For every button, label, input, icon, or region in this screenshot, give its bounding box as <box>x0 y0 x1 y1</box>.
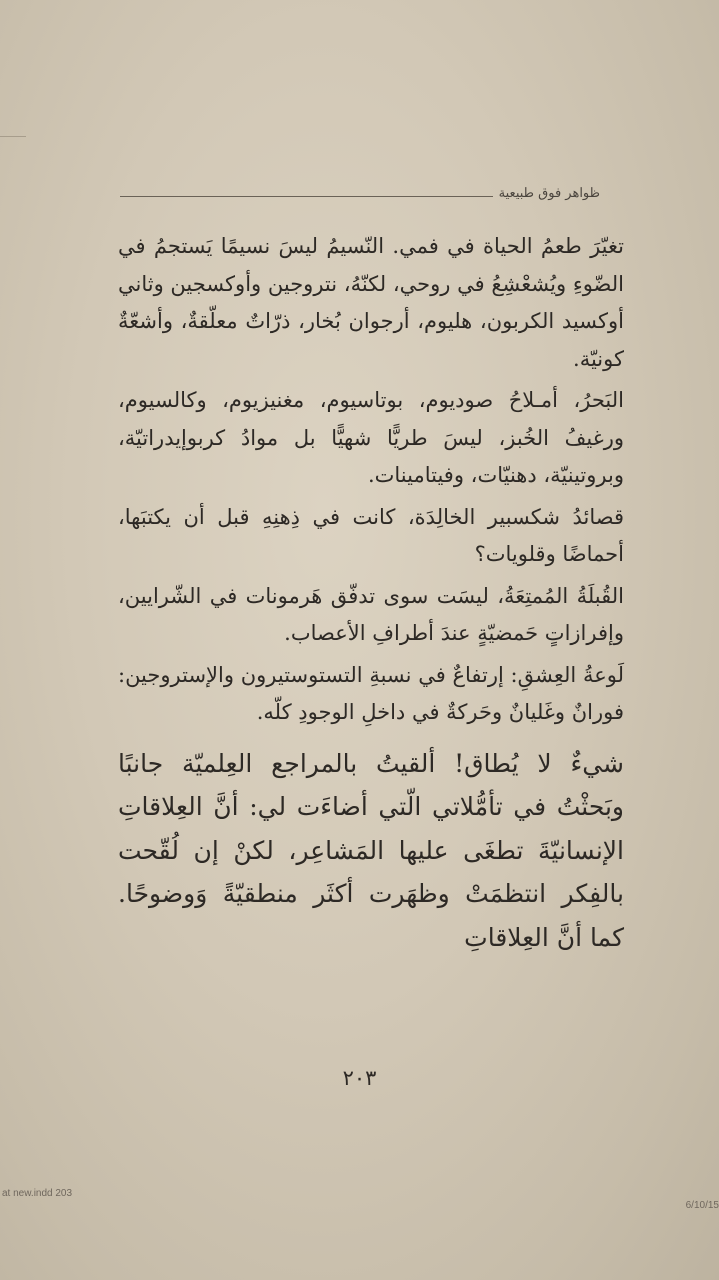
paragraph: القُبلَةُ المُمتِعَةُ، ليسَت سوى تدفّق هَرمونات في الشّرايين، وإفرازاتٍ حَمضيّةٍ عندَ أطرافِ الأعصاب. <box>118 583 624 645</box>
paragraph: البَحرُ، أمـلاحُ صوديوم، بوتاسيوم، مغنيزيوم، وكالسيوم، ورغيفُ الخُبز، ليسَ طريًّا شهيًّا بل موادُ كربوإيدراتيّة، وبروتينيّة، دهنيّات، وفيتامينات. <box>118 388 624 487</box>
paragraph: تغيّرَ طعمُ الحياة في فمي. النّسيمُ ليسَ نسيمًا يَستجمُ في الضّوءِ ويُشعْشِعُ في روحي، لكنّهُ، نتروجين وأوكسجين وثاني أوكسيد الكربون، هليوم، أرجوان بُخار، ذرّاتٌ معلّقةٌ، وأشعّةٌ كونيّة. <box>118 234 624 371</box>
paragraph: شيءٌ لا يُطاق! ألقيتُ بالمراجع العِلميّة جانبًا وبَحثْتُ في تأمُّلاتي الّتي أضاءَت لي: أنَّ العِلاقاتِ الإنسانيّةَ تطغَى عليها المَشاعِر، لكنْ إن لُقّحت بالفِكر انتظمَتْ وظهَرت أكثَر منطقيّةً وَوضوحًا. كما أنَّ العِلاقاتِ <box>118 748 624 952</box>
page-edge-mark <box>0 136 26 137</box>
page-number: ٢٠٣ <box>342 1066 377 1090</box>
paragraph: لَوعةُ العِشقِ: إرتفاعٌ في نسبةِ التستوستيرون والإستروجين: فورانٌ وغَليانٌ وحَركةٌ في داخلِ الوجودِ كلّه. <box>118 662 624 724</box>
running-header <box>120 186 600 201</box>
print-slug-file: at new.indd 203 <box>2 1188 73 1199</box>
print-slug-date: 6/10/15 <box>685 1200 719 1211</box>
header-rule <box>120 196 493 197</box>
body-text <box>118 228 624 963</box>
paragraph: قصائدُ شكسبير الخالِدَة، كانت في ذِهنِهِ قبل أن يكتبَها، أحماضًا وقلويات؟ <box>118 504 624 566</box>
running-title: ظواهر فوق طبيعية <box>498 186 600 201</box>
